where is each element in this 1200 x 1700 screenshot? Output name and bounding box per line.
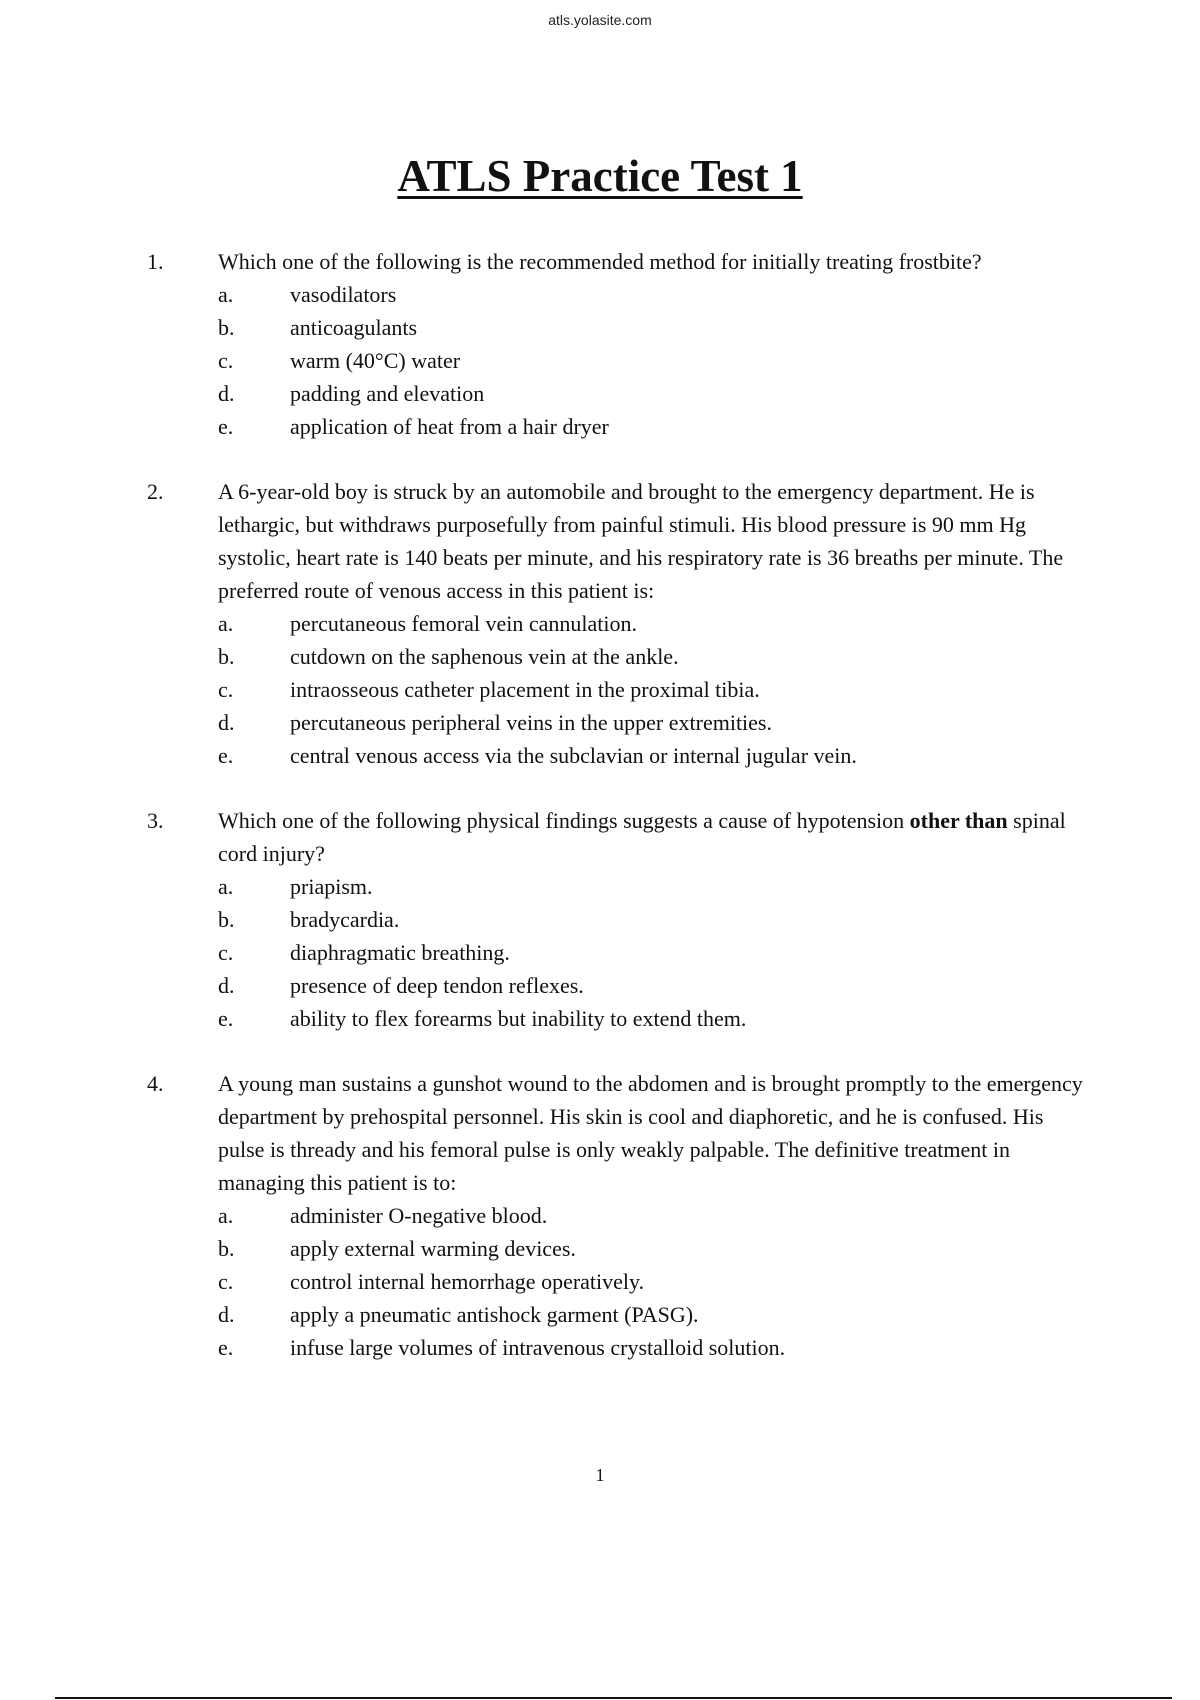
option-letter: d. xyxy=(218,973,235,998)
question-text: A 6-year-old boy is struck by an automobile and brought to the emergency department. He is lethargic, but withdraws purposefully from painful stimuli. His blood pressure is 90 mm Hg systolic, heart rate is 140 beats per minute, and his respiratory rate is 36 breaths per minute. The preferred route of venous access in this patient is: xyxy=(218,479,1064,603)
answer-option xyxy=(0,1002,1200,1035)
option-letter: a. xyxy=(218,282,234,307)
question-number: 3. xyxy=(147,808,164,833)
question-3 xyxy=(0,804,1200,1035)
option-letter: a. xyxy=(218,611,234,636)
question-1 xyxy=(0,245,1200,443)
option-letter: e. xyxy=(218,414,234,439)
option-text: vasodilators xyxy=(290,282,397,307)
answer-option xyxy=(0,607,1200,640)
answer-option xyxy=(0,344,1200,377)
page-number: 1 xyxy=(595,1465,605,1485)
option-text: priapism. xyxy=(290,874,373,899)
answer-option xyxy=(0,903,1200,936)
question-number: 1. xyxy=(147,249,164,274)
option-text: bradycardia. xyxy=(290,907,400,932)
option-text: percutaneous femoral vein cannulation. xyxy=(290,611,637,636)
question-2 xyxy=(0,475,1200,772)
option-letter: a. xyxy=(218,1203,234,1228)
option-text: anticoagulants xyxy=(290,315,418,340)
option-text: control internal hemorrhage operatively. xyxy=(290,1269,645,1294)
option-letter: b. xyxy=(218,644,235,669)
question-text-start: Which one of the following physical findings suggests a cause of hypotension xyxy=(218,808,905,833)
page-divider xyxy=(55,1697,1172,1699)
option-letter: e. xyxy=(218,1335,234,1360)
option-text: application of heat from a hair dryer xyxy=(290,414,609,439)
answer-option xyxy=(0,673,1200,706)
answer-option xyxy=(0,311,1200,344)
option-text: central venous access via the subclavian or internal jugular vein. xyxy=(290,743,857,768)
option-text: ability to flex forearms but inability to extend them. xyxy=(290,1006,747,1031)
answer-option xyxy=(0,1265,1200,1298)
question-text xyxy=(218,804,1088,870)
option-letter: b. xyxy=(218,1236,235,1261)
answer-option xyxy=(0,1232,1200,1265)
option-text: apply a pneumatic antishock garment (PASG). xyxy=(290,1302,699,1327)
question-text-end: spinal cord injury? xyxy=(218,808,1066,866)
question-4 xyxy=(0,1067,1200,1364)
option-letter: c. xyxy=(218,1269,234,1294)
answer-option xyxy=(0,706,1200,739)
option-letter: c. xyxy=(218,348,234,373)
question-list xyxy=(0,245,1200,1364)
answer-option xyxy=(0,278,1200,311)
answer-option xyxy=(0,936,1200,969)
answer-option xyxy=(0,1199,1200,1232)
site-header: atls.yolasite.com xyxy=(548,12,652,28)
option-letter: d. xyxy=(218,1302,235,1327)
question-text: Which one of the following is the recommended method for initially treating frostbite? xyxy=(218,249,982,274)
option-letter: e. xyxy=(218,743,234,768)
option-text: cutdown on the saphenous vein at the ankle. xyxy=(290,644,679,669)
answer-option xyxy=(0,640,1200,673)
answer-option xyxy=(0,1331,1200,1364)
option-text: intraosseous catheter placement in the proximal tibia. xyxy=(290,677,760,702)
page-title: ATLS Practice Test 1 xyxy=(397,151,803,201)
answer-option xyxy=(0,377,1200,410)
option-text: infuse large volumes of intravenous crystalloid solution. xyxy=(290,1335,786,1360)
answer-option xyxy=(0,410,1200,443)
option-letter: c. xyxy=(218,677,234,702)
option-letter: c. xyxy=(218,940,234,965)
option-letter: e. xyxy=(218,1006,234,1031)
question-number: 2. xyxy=(147,479,164,504)
option-text: apply external warming devices. xyxy=(290,1236,576,1261)
option-letter: b. xyxy=(218,907,235,932)
option-letter: d. xyxy=(218,381,235,406)
question-emphasis: other than xyxy=(909,808,1008,833)
option-text: percutaneous peripheral veins in the upper extremities. xyxy=(290,710,772,735)
answer-option xyxy=(0,1298,1200,1331)
question-text: A young man sustains a gunshot wound to the abdomen and is brought promptly to the emergency department by prehospital personnel. His skin is cool and diaphoretic, and he is confused. His pulse is thready and his femoral pulse is only weakly palpable. The definitive treatment in managing this patient is to: xyxy=(218,1071,1083,1195)
option-text: warm (40°C) water xyxy=(290,348,461,373)
answer-option xyxy=(0,870,1200,903)
option-letter: a. xyxy=(218,874,234,899)
option-text: padding and elevation xyxy=(290,381,485,406)
answer-option xyxy=(0,739,1200,772)
question-number: 4. xyxy=(147,1071,164,1096)
option-letter: b. xyxy=(218,315,235,340)
option-letter: d. xyxy=(218,710,235,735)
option-text: administer O-negative blood. xyxy=(290,1203,548,1228)
option-text: presence of deep tendon reflexes. xyxy=(290,973,584,998)
answer-option xyxy=(0,969,1200,1002)
option-text: diaphragmatic breathing. xyxy=(290,940,510,965)
